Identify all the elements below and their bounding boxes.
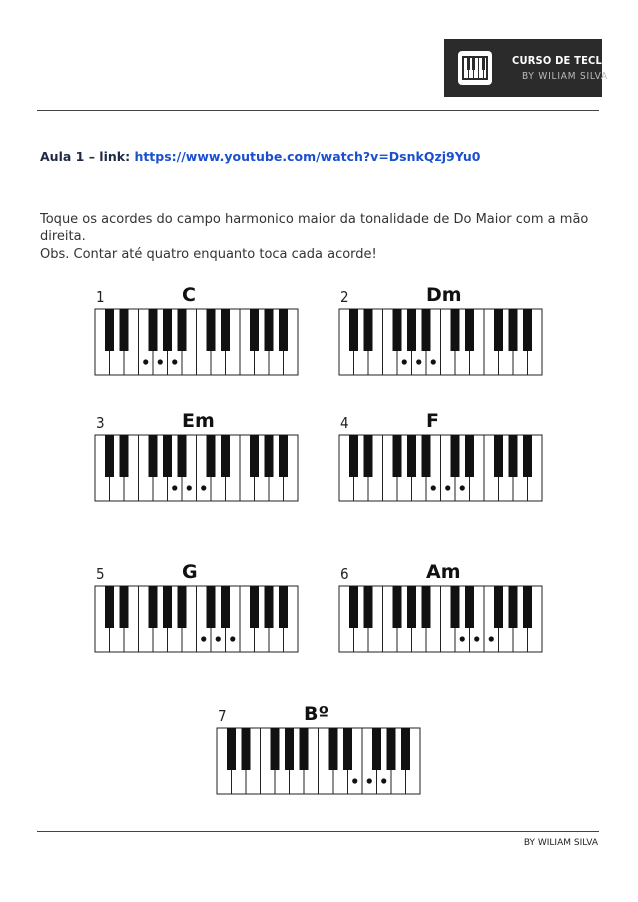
black-key xyxy=(221,586,230,628)
black-key xyxy=(178,435,187,477)
black-key xyxy=(149,435,158,477)
black-key xyxy=(265,309,274,351)
black-key xyxy=(120,586,129,628)
black-key xyxy=(271,728,280,770)
piano-keyboard xyxy=(94,308,300,376)
note-marker xyxy=(381,778,386,783)
observation-text: Obs. Contar até quatro enquanto toca cada acorde! xyxy=(40,247,377,262)
black-key xyxy=(509,309,518,351)
note-marker xyxy=(460,485,465,490)
lesson-label: Aula 1 – link: xyxy=(40,149,131,164)
note-marker xyxy=(172,485,177,490)
black-key xyxy=(523,309,532,351)
black-key xyxy=(163,435,172,477)
black-key xyxy=(364,309,373,351)
black-key xyxy=(149,309,158,351)
piano-keyboard xyxy=(94,434,300,502)
note-marker xyxy=(172,359,177,364)
black-key xyxy=(120,309,129,351)
chord-number: 5 xyxy=(96,565,105,583)
chord-number: 2 xyxy=(340,288,349,306)
black-key xyxy=(451,435,460,477)
note-marker xyxy=(201,485,206,490)
black-key xyxy=(163,309,172,351)
piano-keyboard xyxy=(94,585,300,653)
chord-diagram xyxy=(94,284,306,386)
note-marker xyxy=(158,359,163,364)
black-key xyxy=(422,435,431,477)
note-marker xyxy=(445,485,450,490)
black-key xyxy=(300,728,309,770)
brand-logo xyxy=(444,39,627,97)
black-key xyxy=(120,435,129,477)
black-key xyxy=(265,435,274,477)
black-key xyxy=(178,309,187,351)
chord-name: Am xyxy=(426,561,461,583)
lesson-link[interactable]: https://www.youtube.com/watch?v=DsnkQzj9Yu0 xyxy=(134,149,481,164)
black-key xyxy=(163,586,172,628)
black-key xyxy=(372,728,381,770)
chord-number: 3 xyxy=(96,414,105,432)
black-key xyxy=(364,435,373,477)
piano-keyboard xyxy=(338,585,544,653)
black-key xyxy=(207,435,216,477)
black-key xyxy=(250,586,259,628)
note-marker xyxy=(416,359,421,364)
piano-keys-icon xyxy=(458,51,492,85)
black-key xyxy=(285,728,294,770)
black-key xyxy=(207,309,216,351)
chord-name: G xyxy=(182,561,198,583)
black-key xyxy=(279,309,288,351)
black-key xyxy=(149,586,158,628)
black-key xyxy=(250,309,259,351)
black-key xyxy=(279,586,288,628)
black-key xyxy=(523,586,532,628)
black-key xyxy=(465,586,474,628)
black-key xyxy=(509,435,518,477)
note-marker xyxy=(474,636,479,641)
chord-diagram xyxy=(338,410,550,512)
black-key xyxy=(343,728,352,770)
chord-name: Bº xyxy=(304,703,330,725)
black-key xyxy=(349,435,358,477)
black-key xyxy=(407,309,416,351)
note-marker xyxy=(230,636,235,641)
black-key xyxy=(494,309,503,351)
black-key xyxy=(451,309,460,351)
note-marker xyxy=(367,778,372,783)
chord-name: F xyxy=(426,410,439,432)
piano-keyboard xyxy=(338,308,544,376)
footer-text: BY WILIAM SILVA xyxy=(523,838,598,848)
black-key xyxy=(207,586,216,628)
black-key xyxy=(227,728,236,770)
note-marker xyxy=(143,359,148,364)
black-key xyxy=(105,586,114,628)
chord-name: C xyxy=(182,284,196,306)
black-key xyxy=(509,586,518,628)
chord-name: Em xyxy=(182,410,215,432)
piano-keyboard xyxy=(338,434,544,502)
chord-diagram xyxy=(94,410,306,512)
note-marker xyxy=(431,359,436,364)
chord-number: 6 xyxy=(340,565,349,583)
black-key xyxy=(387,728,396,770)
note-marker xyxy=(460,636,465,641)
black-key xyxy=(105,309,114,351)
chord-diagram xyxy=(216,703,428,805)
note-marker xyxy=(489,636,494,641)
black-key xyxy=(393,309,402,351)
note-marker xyxy=(201,636,206,641)
black-key xyxy=(364,586,373,628)
black-key xyxy=(523,435,532,477)
black-key xyxy=(242,728,251,770)
black-key xyxy=(265,586,274,628)
black-key xyxy=(279,435,288,477)
chord-diagram xyxy=(338,561,550,663)
note-marker xyxy=(187,485,192,490)
chord-name: Dm xyxy=(426,284,462,306)
black-key xyxy=(393,435,402,477)
footer-divider xyxy=(37,831,599,832)
black-key xyxy=(349,586,358,628)
logo-title: CURSO DE TECLADO xyxy=(512,54,627,67)
chord-diagram xyxy=(338,284,550,386)
black-key xyxy=(494,435,503,477)
lesson-line xyxy=(40,149,480,164)
black-key xyxy=(407,435,416,477)
chord-number: 7 xyxy=(218,707,227,725)
instruction-text: Toque os acordes do campo harmonico maior da tonalidade de Do Maior com a mão direita. xyxy=(40,212,589,244)
black-key xyxy=(407,586,416,628)
black-key xyxy=(221,309,230,351)
black-key xyxy=(349,309,358,351)
black-key xyxy=(401,728,410,770)
chord-number: 4 xyxy=(340,414,349,432)
black-key xyxy=(105,435,114,477)
black-key xyxy=(393,586,402,628)
black-key xyxy=(178,586,187,628)
black-key xyxy=(422,309,431,351)
black-key xyxy=(465,435,474,477)
piano-keyboard xyxy=(216,727,422,795)
note-marker xyxy=(431,485,436,490)
logo-subtitle: BY WILIAM SILVA xyxy=(522,71,608,82)
black-key xyxy=(451,586,460,628)
black-key xyxy=(329,728,338,770)
black-key xyxy=(221,435,230,477)
black-key xyxy=(465,309,474,351)
note-marker xyxy=(402,359,407,364)
black-key xyxy=(494,586,503,628)
note-marker xyxy=(352,778,357,783)
header-divider xyxy=(37,110,599,111)
note-marker xyxy=(216,636,221,641)
black-key xyxy=(250,435,259,477)
chord-diagram xyxy=(94,561,306,663)
chord-number: 1 xyxy=(96,288,105,306)
black-key xyxy=(422,586,431,628)
